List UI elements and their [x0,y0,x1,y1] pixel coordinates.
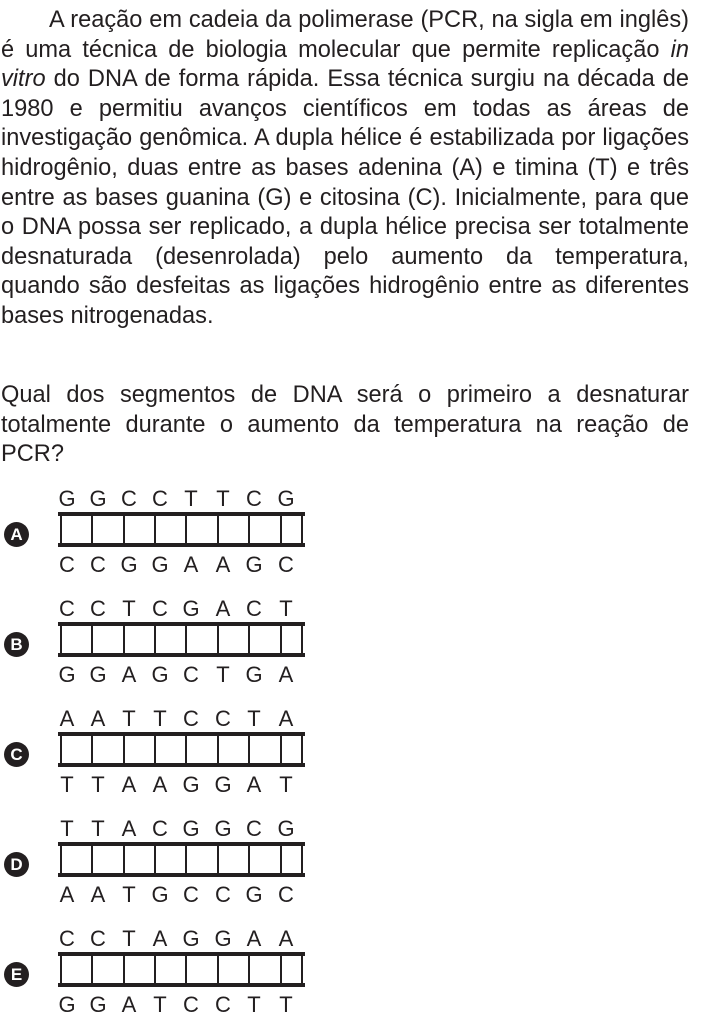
question-text: Qual dos segmentos de DNA será o primeiro a desnaturar totalmente durante o aumento da temperatura na reação de PCR? [1,382,689,468]
option-letter-badge: A [4,522,29,547]
bottom-strand-base: T [153,992,167,1017]
bottom-strand-base: C [183,662,199,687]
top-strand-base: A [152,926,168,951]
top-strand-base: A [278,706,294,731]
bottom-strand-base: G [245,662,263,687]
top-strand-base: C [152,816,168,841]
bottom-strand-base: G [214,772,232,797]
bottom-strand-base: C [278,552,294,577]
option-e[interactable] [0,924,330,1028]
top-strand-base: G [277,816,295,841]
top-strand-base: C [246,486,262,511]
bottom-strand-base: G [89,992,107,1017]
intro-text-segment: do DNA de forma rápida. Essa técnica surgiu na década de 1980 e permitiu avanços científicos em todas as áreas de investigação genômica. A dupla hélice é estabilizada por ligações hidrogênio, duas entre as bases adenina (A) e timina (T) e três entre as bases guanina (G) e citosina (C). Inicialmente, para que o DNA possa ser replicado, a dupla hélice precisa ser totalmente desnaturada (desenrolada) pelo aumento da temperatura, quando são desfeitas as ligações hidrogênio entre as diferentes bases nitrogenadas. [1,66,689,329]
dna-segment-diagram [40,594,320,698]
top-strand-base: C [246,816,262,841]
bottom-strand-base: T [216,662,230,687]
option-b[interactable] [0,594,330,698]
top-strand-base: C [152,486,168,511]
bottom-strand-base: G [120,552,138,577]
top-strand-base: C [152,596,168,621]
bottom-strand-base: A [90,882,106,907]
option-letter-badge: E [4,962,29,987]
bottom-strand-base: A [215,552,231,577]
bottom-strand-base: A [121,772,137,797]
top-strand-base: C [59,596,75,621]
option-d[interactable] [0,814,330,918]
bottom-strand-base: T [60,772,74,797]
bottom-strand-base: C [90,552,106,577]
bottom-strand-base: C [215,882,231,907]
bottom-strand-base: T [279,772,293,797]
bottom-strand-base: A [121,992,137,1017]
bottom-strand-base: G [151,662,169,687]
top-strand-base: T [91,816,105,841]
bottom-strand-base: G [151,882,169,907]
dna-segment-diagram [40,484,320,588]
top-strand-base: A [246,926,262,951]
option-letter-badge: C [4,742,29,767]
bottom-strand-base: A [246,772,262,797]
bottom-strand-base: G [89,662,107,687]
bottom-strand-base: A [183,552,199,577]
bottom-strand-base: G [58,992,76,1017]
top-strand-base: G [214,926,232,951]
bottom-strand-base: T [279,992,293,1017]
top-strand-base: A [90,706,106,731]
top-strand-base: T [122,706,136,731]
top-strand-base: C [59,926,75,951]
option-letter-badge: D [4,852,29,877]
option-a[interactable] [0,484,330,588]
top-strand-base: T [216,486,230,511]
top-strand-base: G [182,926,200,951]
bottom-strand-base: G [245,552,263,577]
top-strand-base: G [89,486,107,511]
intro-paragraph [1,6,689,332]
top-strand-base: T [184,486,198,511]
bottom-strand-base: G [58,662,76,687]
option-c[interactable] [0,704,330,808]
bottom-strand-base: A [59,882,75,907]
dna-segment-diagram [40,924,320,1028]
bottom-strand-base: T [91,772,105,797]
top-strand-base: T [279,596,293,621]
top-strand-base: A [278,926,294,951]
top-strand-base: G [58,486,76,511]
top-strand-base: G [182,596,200,621]
bottom-strand-base: C [215,992,231,1017]
bottom-strand-base: G [151,552,169,577]
top-strand-base: A [215,596,231,621]
top-strand-base: C [121,486,137,511]
bottom-strand-base: A [152,772,168,797]
bottom-strand-base: C [183,882,199,907]
top-strand-base: T [60,816,74,841]
intro-italic-term: in vitro [1,36,689,93]
top-strand-base: C [215,706,231,731]
option-letter-badge: B [4,632,29,657]
top-strand-base: C [90,926,106,951]
bottom-strand-base: C [59,552,75,577]
intro-text-segment: A reação em cadeia da polimerase (PCR, na sigla em inglês) é uma técnica de biologia molecular que permite replicação [1,7,689,63]
top-strand-base: T [122,596,136,621]
bottom-strand-base: G [245,882,263,907]
bottom-strand-base: C [183,992,199,1017]
top-strand-base: G [182,816,200,841]
top-strand-base: G [277,486,295,511]
top-strand-base: C [246,596,262,621]
top-strand-base: T [153,706,167,731]
bottom-strand-base: A [278,662,294,687]
dna-segment-diagram [40,814,320,918]
top-strand-base: A [121,816,137,841]
top-strand-base: G [214,816,232,841]
top-strand-base: T [122,926,136,951]
bottom-strand-base: T [247,992,261,1017]
bottom-strand-base: G [182,772,200,797]
top-strand-base: C [183,706,199,731]
bottom-strand-base: C [278,882,294,907]
top-strand-base: A [59,706,75,731]
dna-segment-diagram [40,704,320,808]
top-strand-base: C [90,596,106,621]
bottom-strand-base: A [121,662,137,687]
top-strand-base: T [247,706,261,731]
bottom-strand-base: T [122,882,136,907]
